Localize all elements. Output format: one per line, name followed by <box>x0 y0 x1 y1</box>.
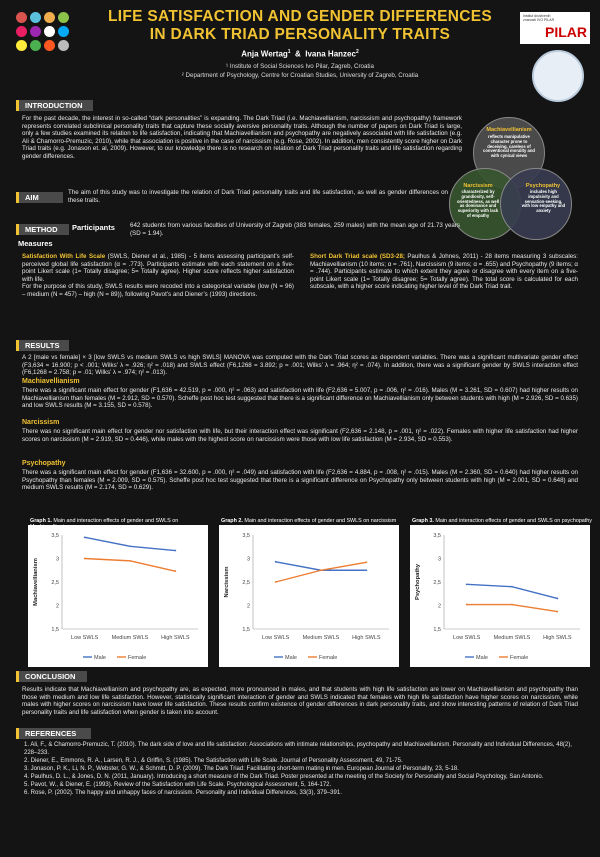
graph-3-chart <box>410 525 590 667</box>
results-psych-text: There was a significant main effect for gender (F1,636 = 32.600, p = .000, η² = .049) and satisfaction with life (F2,636 = 4.884, p = .008, η² = .015). Males (M = 2.360, SD = 0.640) had higher results on Psychopathy than females (M = 2.009, SD = 0.575). Scheffe post hoc test suggested that there is a significant difference on Psychopathy only between students with high (M = 2.001, SD = 0.648) and medium SWLS results (M = 2.174, SD = 0.629). <box>22 469 578 492</box>
x-tick-label: High SWLS <box>161 635 190 641</box>
graph-2-title <box>221 518 405 524</box>
sd3-text: Paulhus & Johnes, 2011) - 28 items measuring 3 subscales: Machiavellianism (10 items; α = .761), Narcissism (9 items; α = .655) and Psychopathy (9 items; α = .744). Participants estimate to which extent they agree or disagree with every item on a five-point Likert scale (1= Totally disagree; 5= Totally agree). The total score is calculated for each subscale, with a higher score indicating higher level of the Dark Triad trait. <box>310 253 578 291</box>
series-line-male <box>85 537 176 550</box>
y-tick-label: 1,5 <box>242 627 250 633</box>
venn-mach-title: Machiavellianism <box>486 127 532 133</box>
venn-mach-desc: reflects manipulative character prone to deceiving, careless of conventional morality and with cynical views <box>483 134 535 159</box>
sd3-title: Short Dark Triad scale (SD3-28; <box>310 253 405 260</box>
data-point <box>556 611 558 613</box>
graph-3-title <box>412 518 596 524</box>
graph-2-panel <box>219 525 399 667</box>
author-2: Ivana Hanzec <box>305 49 356 59</box>
results-mach-heading: Machiavellianism <box>22 378 80 385</box>
y-tick-label: 2,5 <box>51 580 59 586</box>
section-conclusion: CONCLUSION <box>16 671 87 682</box>
data-point <box>466 583 468 585</box>
section-references: REFERENCES <box>16 728 91 739</box>
venn-psych-title: Psychopathy <box>525 183 561 189</box>
y-tick-label: 2,5 <box>242 580 250 586</box>
poster-title <box>95 8 505 44</box>
x-tick-label: Medium SWLS <box>493 635 531 641</box>
data-point <box>275 561 277 563</box>
y-tick-label: 1,5 <box>51 627 59 633</box>
legend-label: Male <box>476 655 488 661</box>
data-point <box>84 558 86 560</box>
results-mach-text: There was a significant main effect for gender (F1,636 = 42.519, p = .000, η² = .063) and satisfaction with life (F2,636 = 5.007, p = .006, η² = .016). Males (M = 3.261, SD = 0.607) had higher results on Machiavellianism than females (M = 2.912, SD = 0.570). Scheffe post hoc test suggested that there is a significant difference on Machiavellianism only between students with high (M = 2.926, SD = 0.635) and low SWLS results (M = 3.155, SD = 0.578). <box>22 387 578 410</box>
institute-logo-small-text: Institut društvenih znanosti IVO PILAR <box>523 14 555 22</box>
y-tick-label: 1,5 <box>433 627 441 633</box>
reference-item: 3. Jonason, P. K., Li, N. P., Webster, G. W., & Schmitt, D. P. (2009). The Dark Triad: Facilitating short-term mating in men. European Journal of Personality, 23, 5-18. <box>24 765 459 772</box>
graph-2-caption: Main and interaction effects of gender and SWLS on narcissism <box>244 518 397 524</box>
y-tick-label: 2,5 <box>433 580 441 586</box>
y-tick-label: 2 <box>246 603 250 610</box>
graph-1-panel <box>28 525 208 667</box>
author-1: Anja Wertag <box>241 49 288 59</box>
data-point <box>174 570 176 572</box>
reference-item: 6. Rose, P. (2002). The happy and unhappy faces of narcissism. Personality and Individual Differences, 33(3), 379–391. <box>24 789 342 796</box>
reference-item: 1. Ali, F., & Chamorro-Premuzic, T. (2010). The dark side of love and life satisfaction: Associations with intimate relationships, psychopathy and Machiavellianism. Personality and Individual Differences, 48(2), 228–233. <box>24 742 572 756</box>
data-point <box>275 581 277 583</box>
venn-psychopathy <box>500 168 572 240</box>
y-axis-label: Machiavellianism <box>33 558 39 606</box>
venn-narc-desc: characterized by grandiosity, self-orientedness, as well as dominance and superiority with lack of empathy <box>456 189 500 218</box>
graph-3-label: Graph 3. <box>412 518 434 524</box>
y-tick-label: 3 <box>246 556 250 563</box>
graph-1-chart <box>28 525 208 667</box>
author-2-sup: 2 <box>355 49 359 55</box>
swls-title: Satisfaction With Life Scale <box>22 253 106 260</box>
graph-3-caption: Main and interaction effects of gender and SWLS on psychopathy <box>435 518 593 524</box>
series-line-female <box>467 605 558 612</box>
data-point <box>320 569 322 571</box>
x-tick-label: Low SWLS <box>262 635 290 641</box>
legend-label: Female <box>128 655 147 661</box>
graph-1-caption: Main and interaction effects of gender and SWLS on <box>53 518 179 524</box>
institute-logo-big-text: PILAR <box>545 24 587 40</box>
intro-text: For the past decade, the interest in so-called “dark personalities” is expanding. The Dark Triad (i.e. Machiavellianism, narcissism and psychopathy) framework represents correlated subclinical personality traits that capture these socially aversive personality traits. Although the number of papers on Dark Triad is large, only a few studies examined its relation to life satisfaction, indicating that Machiavellianism and psychopathy are negatively associated with life satisfaction (e.g. Ali & Chamorro-Premuzic, 2010), while that association is positive in the case of narcissism (e.g. Rose, 2002). In addition, men consistently score higher on Dark Triad traits (e.g. Jonason et. al, 2009). However, to our knowledge there is no research on relation of Dark Triad personality traits and life satisfaction regarding gender differences. <box>22 115 462 160</box>
authors <box>95 49 505 59</box>
x-tick-label: High SWLS <box>352 635 381 641</box>
section-introduction: INTRODUCTION <box>16 100 93 111</box>
data-point <box>174 550 176 552</box>
conclusion-text: Results indicate that Machiavellianism and psychopathy are, as expected, more pronounced in males, and that students with high life satisfaction are lower on Machiavellianism and psychopathy than those with medium and low life satisfaction. However, statistically significant interaction of gender and SWLS indicated that females with high life satisfaction have higher scores on narcissism, while males with higher scores on narcissism have lower life satisfaction. These results confirm existence of gender differences in dark personality traits, and show interesting patterns of relation of Dark Triad personality traits and life satisfaction when gender is taken into account. <box>22 686 578 716</box>
y-tick-label: 3 <box>55 556 59 563</box>
y-tick-label: 3 <box>437 556 441 563</box>
x-tick-label: High SWLS <box>543 635 572 641</box>
university-seal-icon <box>532 50 584 102</box>
data-point <box>365 561 367 563</box>
section-method: METHOD <box>16 224 69 235</box>
data-point <box>129 560 131 562</box>
graph-2-label: Graph 2. <box>221 518 243 524</box>
venn-narc-title: Narcissism <box>463 183 493 189</box>
aim-text: The aim of this study was to investigate the relation of Dark Triad personality traits and life satisfaction, as well as gender differences on these traits. <box>68 189 448 204</box>
results-narc-heading: Narcissism <box>22 419 60 426</box>
y-tick-label: 2 <box>55 603 59 610</box>
graph-2-chart <box>219 525 399 667</box>
institute-logo <box>520 12 590 44</box>
y-axis-label: Psychopathy <box>415 563 421 601</box>
swls-text: (SWLS, Diener et al., 1985) - 5 items assessing participant’s self-perceived global life satisfaction (α = .773). Participants estimate with each statement on a five-point Likert scale (1= Totally disagree; 5= Totally agree). Higher score reflects higher satisfaction with life. <box>22 253 294 283</box>
series-line-male <box>276 562 367 570</box>
x-tick-label: Low SWLS <box>453 635 481 641</box>
results-psych-heading: Psychopathy <box>22 460 66 467</box>
data-point <box>556 598 558 600</box>
series-line-female <box>276 562 367 582</box>
y-tick-label: 3,5 <box>51 533 59 539</box>
x-tick-label: Medium SWLS <box>302 635 340 641</box>
references-list <box>24 742 580 798</box>
data-point <box>365 569 367 571</box>
legend-label: Male <box>94 655 106 661</box>
participants-text: 642 students from various faculties of University of Zagreb (383 females, 259 males) with the mean age of 21.73 years (SD = 1.94). <box>130 222 460 237</box>
y-tick-label: 3,5 <box>433 533 441 539</box>
y-tick-label: 3,5 <box>242 533 250 539</box>
graph-3-panel <box>410 525 590 667</box>
venn-psych-desc: includes high impulsivity and sensation-seeking, with low empathy and anxiety <box>521 189 566 214</box>
reference-item: 4. Paulhus, D. L., & Jones, D. N. (2011, January). Introducing a short measure of the Dark Triad. Poster presented at the meeting of the Society for Personality and Social Psychology, San Antonio. <box>24 773 544 780</box>
y-axis-label: Narcissism <box>224 566 230 598</box>
data-point <box>511 586 513 588</box>
data-point <box>466 604 468 606</box>
section-results: RESULTS <box>16 340 69 351</box>
reference-item: 2. Diener, E., Emmons, R. A., Larsen, R. J., & Griffin, S. (1985). The Satisfaction with Life Scale. Journal of Personality Assessment, 49, 71-75. <box>24 757 403 764</box>
graph-1-label: Graph 1. <box>30 518 52 524</box>
data-point <box>511 604 513 606</box>
data-point <box>129 545 131 547</box>
y-tick-label: 2 <box>437 603 441 610</box>
section-aim: AIM <box>16 192 63 203</box>
legend-label: Male <box>285 655 297 661</box>
affiliation-2: ² Department of Psychology, Centre for Croatian Studies, University of Zagreb, Croatia <box>181 72 419 79</box>
reference-item: 5. Pavot, W., & Diener, E. (1993). Review of the Satisfaction with Life Scale. Psychological Assessment, 5, 164-172. <box>24 781 332 788</box>
swls-text-2: For the purpose of this study, SWLS results were recoded into a categorical variable (low (N = 96) – medium (N = 457) – high (N = 89)), following Pavot’s and Diener’s (1993) directions. <box>22 283 294 298</box>
title-line-1: LIFE SATISFACTION AND GENDER DIFFERENCES <box>107 8 492 25</box>
data-point <box>84 536 86 538</box>
sd3-block <box>310 253 578 291</box>
conference-logo <box>12 8 86 70</box>
results-narc-text: There was no significant main effect for gender nor satisfaction with life, but their interaction effect was significant (F2,636 = 2.148, p = .001, η² = .022). Females with higher life satisfaction had higher scores on narcissism (M = 2.919, SD = 0.446), while males with the highest score on narcissism were those with low life satisfaction (M = 2.934, SD = 0.553). <box>22 428 578 443</box>
swls-block <box>22 253 294 299</box>
author-separator: & <box>295 49 301 59</box>
legend-label: Female <box>510 655 529 661</box>
author-1-sup: 1 <box>287 49 291 55</box>
participants-label: Participants <box>72 223 115 232</box>
results-main-text: A 2 [male vs female] × 3 [low SWLS vs medium SWLS vs high SWLS] MANOVA was computed with the Dark Triad scores as dependent variables. There was a significant multivariate gender effect (F3,634 = 16.900; p < .001; Wilks’ λ = .926; η² = .018) and SWLS effect (F6,1268 = 3.892; p = .001; Wilks’ λ = .964; η² = .074). In addition, there was a significant gender by SWLS interaction effect (F6,1268 = 2.758; p = .01; Wilks’ λ = .974; η² = .013). <box>22 354 578 377</box>
affiliation-1: ¹ Institute of Social Sciences Ivo Pilar, Zagreb, Croatia <box>226 63 374 70</box>
x-tick-label: Medium SWLS <box>111 635 149 641</box>
title-line-2: IN DARK TRIAD PERSONALITY TRAITS <box>149 26 451 43</box>
legend-label: Female <box>319 655 338 661</box>
measures-label: Measures <box>18 239 53 248</box>
x-tick-label: Low SWLS <box>71 635 99 641</box>
